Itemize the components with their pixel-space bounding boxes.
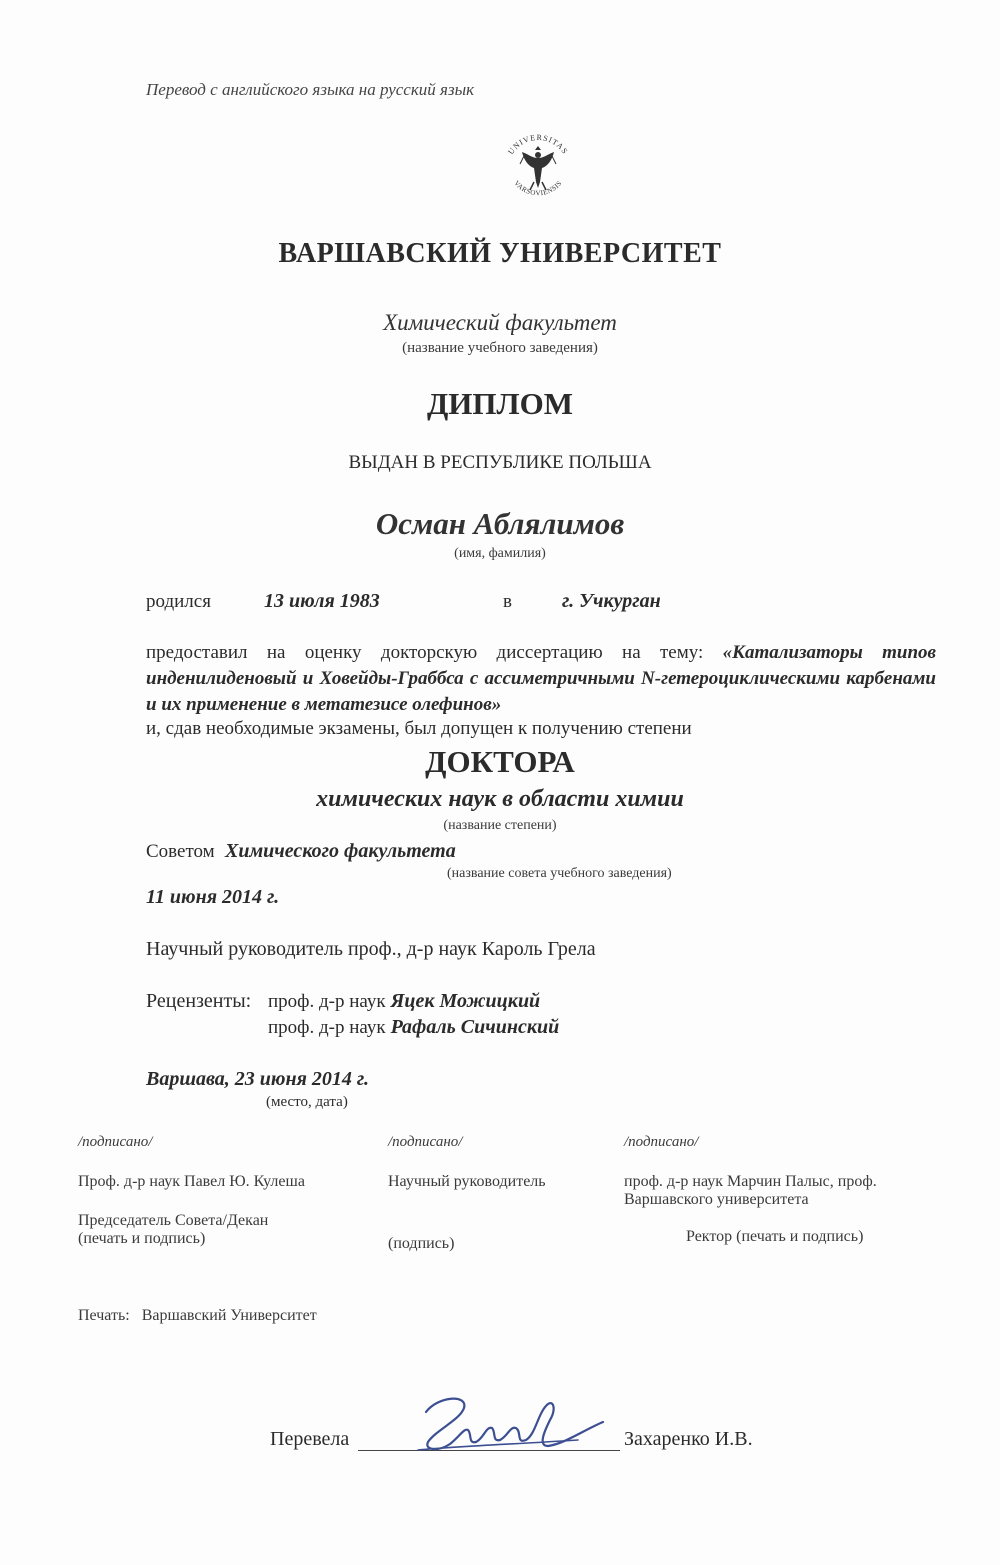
birth-label: родился bbox=[146, 591, 211, 612]
signer-role: Варшавского университета bbox=[624, 1191, 809, 1208]
reviewers-label: Рецензенты: bbox=[146, 990, 252, 1012]
eagle-seal-icon bbox=[498, 122, 578, 214]
reviewer-name: Рафаль Сичинский bbox=[390, 1016, 560, 1038]
stamp-line bbox=[78, 1307, 317, 1325]
council-name: Химического факультета bbox=[225, 840, 456, 862]
place-date: Варшава, 23 июня 2014 г. bbox=[146, 1068, 370, 1090]
faculty-note: (название учебного заведения) bbox=[402, 340, 598, 356]
council-note: (название совета учебного заведения) bbox=[447, 866, 672, 881]
signed-mark: /подписано/ bbox=[78, 1134, 153, 1150]
signer-name: Проф. д-р наук Павел Ю. Кулеша bbox=[78, 1173, 305, 1190]
signer-role: Председатель Совета/Декан bbox=[78, 1212, 269, 1229]
council-date: 11 июня 2014 г. bbox=[146, 886, 280, 908]
signer-name: проф. д-р наук Марчин Палыс, проф. bbox=[624, 1173, 877, 1190]
thesis-intro: предоставил на оценку докторскую диссертацию на тему: bbox=[146, 642, 704, 663]
faculty-name: Химический факультет bbox=[383, 310, 617, 335]
council-label: Советом bbox=[146, 841, 215, 862]
university-title: ВАРШАВСКИЙ УНИВЕРСИТЕТ bbox=[278, 238, 722, 269]
issued-in: ВЫДАН В РЕСПУБЛИКЕ ПОЛЬША bbox=[348, 452, 652, 473]
stamp-label: Печать: bbox=[78, 1307, 130, 1324]
translator-label: Перевела bbox=[270, 1428, 350, 1450]
signed-mark: /подписано/ bbox=[388, 1134, 463, 1150]
birth-place: г. Учкурган bbox=[562, 590, 661, 612]
signer-note: (печать и подпись) bbox=[78, 1230, 206, 1247]
document-title: ДИПЛОМ bbox=[426, 386, 574, 421]
signer-note: (подпись) bbox=[388, 1235, 455, 1252]
degree-title: ДОКТОРА bbox=[425, 744, 575, 779]
signature-block-supervisor bbox=[388, 1134, 546, 1253]
holder-note: (имя, фамилия) bbox=[454, 546, 546, 561]
signer-name: Научный руководитель bbox=[388, 1173, 546, 1190]
exam-text: и, сдав необходимые экзамены, был допущен к получению степени bbox=[146, 718, 692, 739]
translator-name: Захаренко И.В. bbox=[624, 1428, 753, 1450]
signer-note: Ректор (печать и подпись) bbox=[686, 1228, 864, 1245]
signed-mark: /подписано/ bbox=[624, 1134, 699, 1150]
birth-in-label: в bbox=[503, 591, 512, 612]
signature-block-rector bbox=[624, 1134, 877, 1246]
svg-text:VARSOVIENSIS: VARSOVIENSIS bbox=[512, 179, 564, 198]
thesis-paragraph bbox=[146, 640, 936, 718]
place-date-note: (место, дата) bbox=[266, 1094, 348, 1110]
stamp-value: Варшавский Университет bbox=[141, 1307, 317, 1324]
reviewer-2 bbox=[268, 1016, 559, 1039]
reviewer-title: проф. д-р наук bbox=[268, 1017, 386, 1038]
holder-name: Осман Аблялимов bbox=[375, 506, 625, 541]
supervisor-line: Научный руководитель проф., д-р наук Кароль Грела bbox=[146, 938, 596, 960]
reviewer-title: проф. д-р наук bbox=[268, 991, 386, 1012]
degree-field: химических наук в области химии bbox=[316, 786, 684, 812]
reviewer-1 bbox=[268, 990, 540, 1013]
signature-block-dean bbox=[78, 1134, 305, 1248]
handwritten-signature-icon bbox=[398, 1390, 613, 1460]
translation-header-note: Перевод с английского языка на русский язык bbox=[146, 80, 475, 99]
degree-note: (название степени) bbox=[443, 818, 557, 833]
reviewer-name: Яцек Можицкий bbox=[390, 990, 541, 1012]
thesis-title: «Катализаторы типов инденилиденовый и Ховейды-Граббса с ассиметричными N-гетероциклическими карбенами и их применение в метатезисе олефинов» bbox=[146, 642, 937, 715]
svg-text:UNIVERSITAS: UNIVERSITAS bbox=[506, 132, 570, 157]
birth-date: 13 июля 1983 bbox=[264, 590, 380, 612]
